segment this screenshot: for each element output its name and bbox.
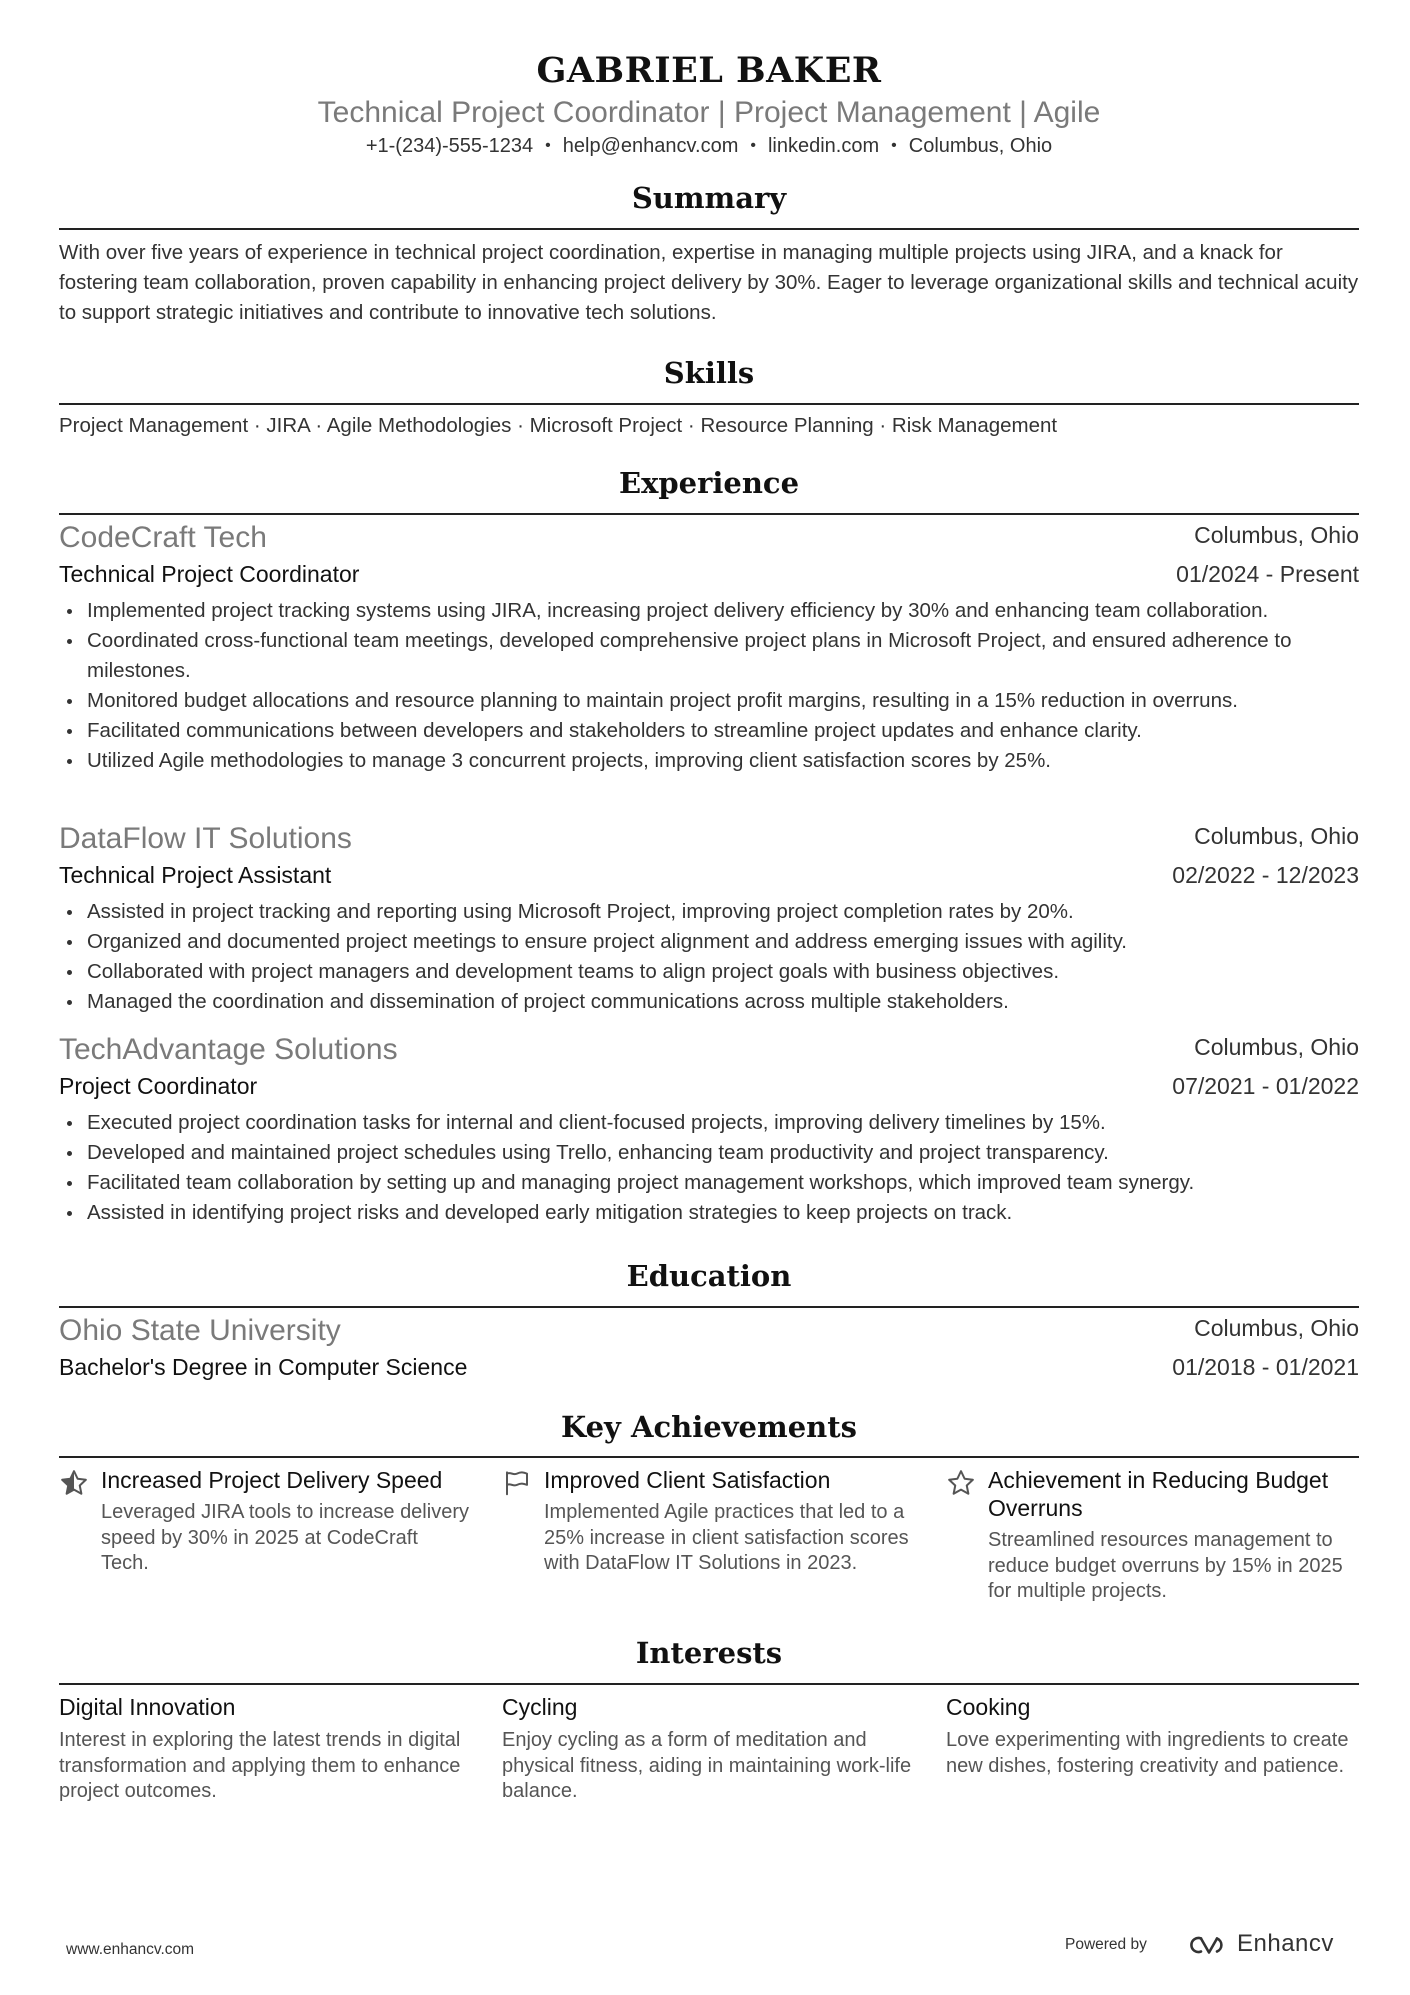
contact-line (59, 135, 1359, 158)
interest-title: Digital Innovation (59, 1694, 236, 1720)
section-divider (59, 403, 1359, 405)
job-bullets (59, 596, 1359, 776)
flag-icon (502, 1468, 532, 1498)
job-dates: 01/2024 - Present (1176, 561, 1359, 587)
job-bullets (59, 1108, 1359, 1228)
list-item: Facilitated team collaboration by setting up and managing project management workshops, which improved team synergy. (59, 1168, 1359, 1198)
achievement-desc: Implemented Agile practices that led to a 25% increase in client satisfaction scores with DataFlow IT Solutions in 2023. (544, 1501, 909, 1574)
candidate-tagline: Technical Project Coordinator | Project Management | Agile (317, 96, 1101, 129)
separator-dot: • (750, 137, 756, 154)
job-title: Technical Project Assistant (59, 862, 332, 888)
list-item: Coordinated cross-functional team meetings, developed comprehensive project plans in Microsoft Project, and ensured adherence to milestones. (59, 626, 1359, 686)
section-divider (59, 513, 1359, 515)
achievement-item (59, 1466, 469, 1577)
enhancv-brand-name[interactable]: Enhancv (1237, 1930, 1334, 1957)
achievement-title: Improved Client Satisfaction (544, 1467, 831, 1493)
section-divider (59, 1306, 1359, 1308)
list-item: Executed project coordination tasks for internal and client-focused projects, improving delivery timelines by 15%. (59, 1108, 1359, 1138)
separator-dot: • (891, 137, 897, 154)
company-name: TechAdvantage Solutions (59, 1033, 398, 1066)
job-dates: 07/2021 - 01/2022 (1172, 1073, 1359, 1099)
interest-desc: Love experimenting with ingredients to create new dishes, fostering creativity and patience. (946, 1729, 1349, 1777)
education-dates: 01/2018 - 01/2021 (1172, 1354, 1359, 1380)
interest-item (946, 1692, 1366, 1779)
company-name: CodeCraft Tech (59, 521, 267, 554)
interests-heading: Interests (635, 1636, 783, 1670)
achievement-title: Increased Project Delivery Speed (101, 1467, 443, 1493)
achievement-desc: Streamlined resources management to reduce budget overruns by 15% in 2025 for multiple projects. (988, 1529, 1343, 1602)
list-item: Managed the coordination and dissemination of project communications across multiple stakeholders. (59, 987, 1359, 1017)
interest-item (502, 1692, 922, 1805)
experience-heading: Experience (618, 466, 800, 500)
list-item: Developed and maintained project schedules using Trello, enhancing team productivity and project transparency. (59, 1138, 1359, 1168)
list-item: Collaborated with project managers and development teams to align project goals with business objectives. (59, 957, 1359, 987)
skills-heading: Skills (663, 356, 755, 390)
section-divider (59, 1456, 1359, 1458)
achievement-title: Achievement in Reducing Budget Overruns (988, 1467, 1329, 1521)
job-title: Project Coordinator (59, 1073, 258, 1099)
job-location: Columbus, Ohio (1194, 522, 1359, 548)
skills-list: Project Management · JIRA · Agile Methodologies · Microsoft Project · Resource Planning · Risk Management (59, 414, 1058, 437)
school-location: Columbus, Ohio (1194, 1315, 1359, 1341)
section-divider (59, 1683, 1359, 1685)
summary-text: With over five years of experience in technical project coordination, expertise in managing multiple projects using JIRA, and a knack for fostering team collaboration, proven capability in enhancing project delivery by 30%. Eager to leverage organizational skills and technical acuity to support strategic initiatives and contribute to innovative tech solutions. (59, 241, 1359, 324)
job-location: Columbus, Ohio (1194, 823, 1359, 849)
job-bullets (59, 897, 1359, 1017)
job-dates: 02/2022 - 12/2023 (1172, 862, 1359, 888)
star-outline-icon (946, 1468, 976, 1498)
candidate-name: GABRIEL BAKER (536, 50, 882, 91)
separator-dot: • (545, 137, 551, 154)
achievements-heading: Key Achievements (561, 1410, 857, 1444)
phone: +1-(234)-555-1234 (365, 135, 534, 157)
list-item: Monitored budget allocations and resource planning to maintain project profit margins, resulting in a 15% reduction in overruns. (59, 686, 1359, 716)
job-title: Technical Project Coordinator (59, 561, 360, 587)
company-name: DataFlow IT Solutions (59, 822, 352, 855)
summary-heading: Summary (631, 181, 787, 215)
section-divider (59, 228, 1359, 230)
list-item: Implemented project tracking systems using JIRA, increasing project delivery efficiency by 30% and enhancing team collaboration. (59, 596, 1359, 626)
job-location: Columbus, Ohio (1194, 1034, 1359, 1060)
star-half-icon (59, 1468, 89, 1498)
list-item: Assisted in identifying project risks and developed early mitigation strategies to keep projects on track. (59, 1198, 1359, 1228)
list-item: Facilitated communications between developers and stakeholders to streamline project updates and enhance clarity. (59, 716, 1359, 746)
achievement-item (946, 1466, 1356, 1605)
achievement-item (502, 1466, 912, 1577)
interest-desc: Interest in exploring the latest trends in digital transformation and applying them to enhance project outcomes. (59, 1729, 461, 1802)
interest-desc: Enjoy cycling as a form of meditation and physical fitness, aiding in maintaining work-life balance. (502, 1729, 912, 1802)
enhancv-logo-icon (1184, 1930, 1230, 1960)
school-name: Ohio State University (59, 1314, 341, 1347)
interest-title: Cooking (946, 1694, 1031, 1720)
contact-location: Columbus, Ohio (908, 135, 1053, 157)
footer-url[interactable]: www.enhancv.com (66, 1941, 195, 1958)
education-heading: Education (626, 1259, 792, 1293)
linkedin-link[interactable]: linkedin.com (767, 135, 880, 157)
interest-item (59, 1692, 479, 1805)
email-link[interactable]: help@enhancv.com (562, 135, 739, 157)
achievement-desc: Leveraged JIRA tools to increase delivery speed by 30% in 2025 at CodeCraft Tech. (101, 1501, 469, 1574)
powered-by-label: Powered by (1065, 1936, 1147, 1953)
list-item: Organized and documented project meetings to ensure project alignment and address emerging issues with agility. (59, 927, 1359, 957)
degree: Bachelor's Degree in Computer Science (59, 1354, 468, 1380)
list-item: Assisted in project tracking and reporting using Microsoft Project, improving project completion rates by 20%. (59, 897, 1359, 927)
interest-title: Cycling (502, 1694, 578, 1720)
list-item: Utilized Agile methodologies to manage 3 concurrent projects, improving client satisfaction scores by 25%. (59, 746, 1359, 776)
